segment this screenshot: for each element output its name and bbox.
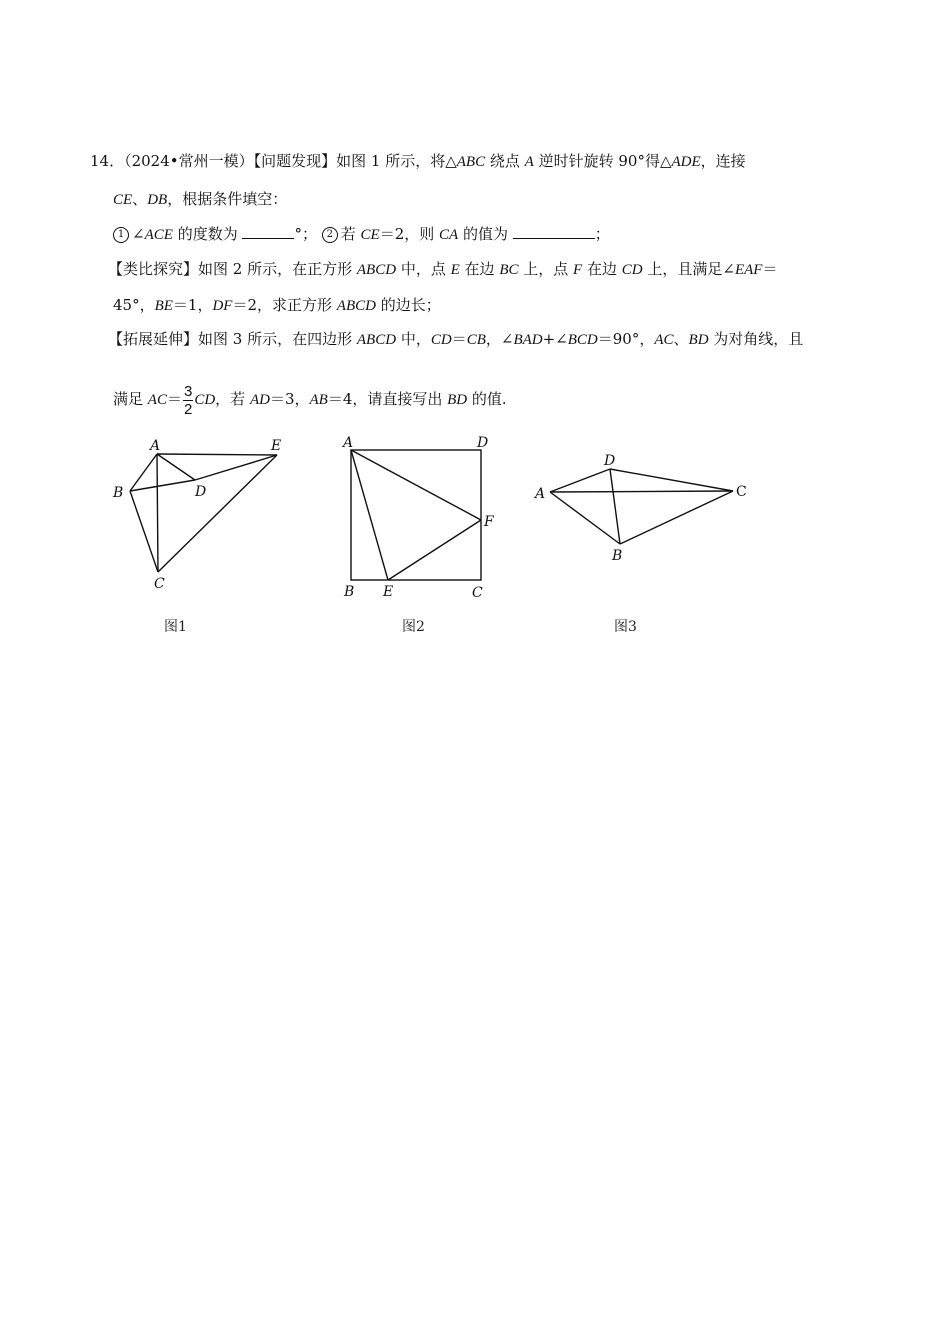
segment-BC bbox=[620, 491, 733, 544]
text: 为对角线，且 bbox=[708, 330, 804, 348]
math-var: CE bbox=[113, 192, 133, 208]
text: 的边长； bbox=[375, 296, 441, 314]
label-D: D bbox=[604, 453, 616, 469]
math-var: CD bbox=[430, 332, 452, 348]
label-C: C bbox=[472, 585, 483, 601]
label-F: F bbox=[484, 514, 494, 530]
text: 的值为 bbox=[458, 225, 513, 243]
math-var: CE bbox=[360, 227, 380, 243]
segment-DC bbox=[610, 469, 733, 491]
math-var: AB bbox=[309, 392, 328, 408]
text: 上，点 bbox=[518, 260, 574, 278]
text: ＝2，则 bbox=[379, 225, 440, 243]
text: 在边 bbox=[582, 260, 622, 278]
text: 上，且满足∠ bbox=[642, 260, 735, 278]
text: ＝3， bbox=[269, 390, 310, 408]
label-C: C bbox=[736, 484, 747, 500]
math-var: EAF bbox=[734, 262, 763, 278]
text: 在边 bbox=[459, 260, 500, 278]
figure-3 bbox=[550, 469, 733, 544]
math-var: AC bbox=[654, 332, 674, 348]
problem-number: 14． bbox=[90, 152, 125, 170]
text: ＝ bbox=[451, 330, 467, 348]
math-var: ABCD bbox=[356, 262, 397, 278]
text: ＝2，求正方形 bbox=[232, 296, 337, 314]
text: 满足 bbox=[113, 390, 148, 408]
label-E: E bbox=[383, 584, 394, 600]
text: +∠ bbox=[542, 330, 568, 348]
section-heading-extension: 【拓展延伸】 bbox=[108, 330, 199, 348]
math-var: DF bbox=[212, 298, 233, 314]
math-var: DB bbox=[147, 192, 168, 208]
text: ＝ bbox=[166, 390, 182, 408]
label-A: A bbox=[150, 438, 161, 454]
text: ，根据条件填空： bbox=[167, 190, 288, 208]
segment-BC bbox=[130, 491, 158, 572]
segment-AE bbox=[351, 450, 388, 580]
label-A: A bbox=[343, 435, 354, 451]
square-ABCD bbox=[351, 450, 481, 580]
label-D: D bbox=[477, 435, 489, 451]
figure-2-caption: 图2 bbox=[402, 619, 425, 635]
label-B: B bbox=[344, 584, 355, 600]
figure-1-caption: 图1 bbox=[164, 619, 187, 635]
text: ，连接 bbox=[700, 152, 746, 170]
math-var: BC bbox=[499, 262, 519, 278]
figure-3-caption: 图3 bbox=[614, 619, 637, 635]
text: 绕点 bbox=[485, 152, 525, 170]
math-var: BD bbox=[447, 392, 468, 408]
circled-number-1: 1 bbox=[113, 227, 129, 243]
math-var: F bbox=[573, 262, 583, 278]
text: ＝4，请直接写出 bbox=[327, 390, 448, 408]
math-var: ABCD bbox=[336, 298, 376, 314]
label-A: A bbox=[535, 486, 546, 502]
segment-AC bbox=[157, 454, 158, 572]
fraction-numerator: 3 bbox=[183, 382, 193, 400]
text: 中， bbox=[396, 330, 431, 348]
math-var: ADE bbox=[671, 154, 701, 170]
math-var: CB bbox=[466, 332, 486, 348]
segment-AC bbox=[550, 491, 733, 492]
problem-source: （2024•常州一模） bbox=[124, 152, 254, 170]
label-D: D bbox=[195, 484, 207, 500]
section-heading-discovery: 【问题发现】 bbox=[253, 152, 337, 170]
fraction-denominator: 2 bbox=[183, 400, 193, 418]
text: 的度数为 bbox=[172, 225, 243, 243]
math-var: BCD bbox=[567, 332, 598, 348]
text: 、 bbox=[132, 190, 148, 208]
text: 如图 3 所示，在四边形 bbox=[198, 330, 357, 348]
segment-AD bbox=[157, 454, 195, 480]
text: 如图 1 所示，将△ bbox=[336, 152, 457, 170]
figure-1-labels bbox=[112, 438, 281, 635]
math-var: ABC bbox=[456, 154, 486, 170]
text: 若 bbox=[340, 225, 361, 243]
math-var: BAD bbox=[513, 332, 543, 348]
text: ＝1， bbox=[172, 296, 213, 314]
segment-AD bbox=[550, 469, 610, 492]
text: 45°， bbox=[113, 296, 155, 314]
math-var: AD bbox=[249, 392, 270, 408]
segment-BD bbox=[130, 480, 195, 491]
math-var: BE bbox=[154, 298, 173, 314]
label-E: E bbox=[271, 438, 282, 454]
text: 、 bbox=[673, 330, 689, 348]
figure-3-labels bbox=[533, 453, 747, 635]
section-heading-analogy: 【类比探究】 bbox=[108, 260, 199, 278]
math-var: A bbox=[524, 154, 534, 170]
segment-AF bbox=[351, 450, 481, 520]
text: 中，点 bbox=[396, 260, 451, 278]
math-var: CA bbox=[439, 227, 459, 243]
label-B: B bbox=[612, 548, 623, 564]
text: ，若 bbox=[215, 390, 250, 408]
text: ； bbox=[594, 225, 610, 243]
text: 的值. bbox=[467, 390, 507, 408]
segment-AB bbox=[130, 454, 157, 491]
text: ，∠ bbox=[485, 330, 514, 348]
segment-DB bbox=[610, 469, 620, 544]
label-C: C bbox=[154, 576, 165, 592]
text: °； bbox=[294, 225, 317, 243]
figure-2-labels bbox=[341, 435, 495, 635]
math-var: CD bbox=[621, 262, 643, 278]
figure-2 bbox=[351, 450, 481, 580]
text: ＝ bbox=[762, 260, 778, 278]
text: 逆时针旋转 90°得△ bbox=[533, 152, 672, 170]
angle-symbol: ∠ bbox=[132, 225, 145, 243]
segment-EF bbox=[388, 520, 481, 580]
math-var: ACE bbox=[144, 227, 173, 243]
math-var: AC bbox=[147, 392, 167, 408]
segment-AB bbox=[550, 492, 620, 544]
math-var: E bbox=[450, 262, 460, 278]
math-var: ABCD bbox=[356, 332, 397, 348]
label-B: B bbox=[113, 485, 124, 501]
segment-AE bbox=[157, 454, 277, 455]
figure-1 bbox=[130, 454, 277, 572]
text: ＝90°， bbox=[597, 330, 655, 348]
math-var: CD bbox=[194, 392, 216, 408]
circled-number-2: 2 bbox=[322, 227, 338, 243]
text: 如图 2 所示，在正方形 bbox=[198, 260, 357, 278]
math-var: BD bbox=[688, 332, 709, 348]
